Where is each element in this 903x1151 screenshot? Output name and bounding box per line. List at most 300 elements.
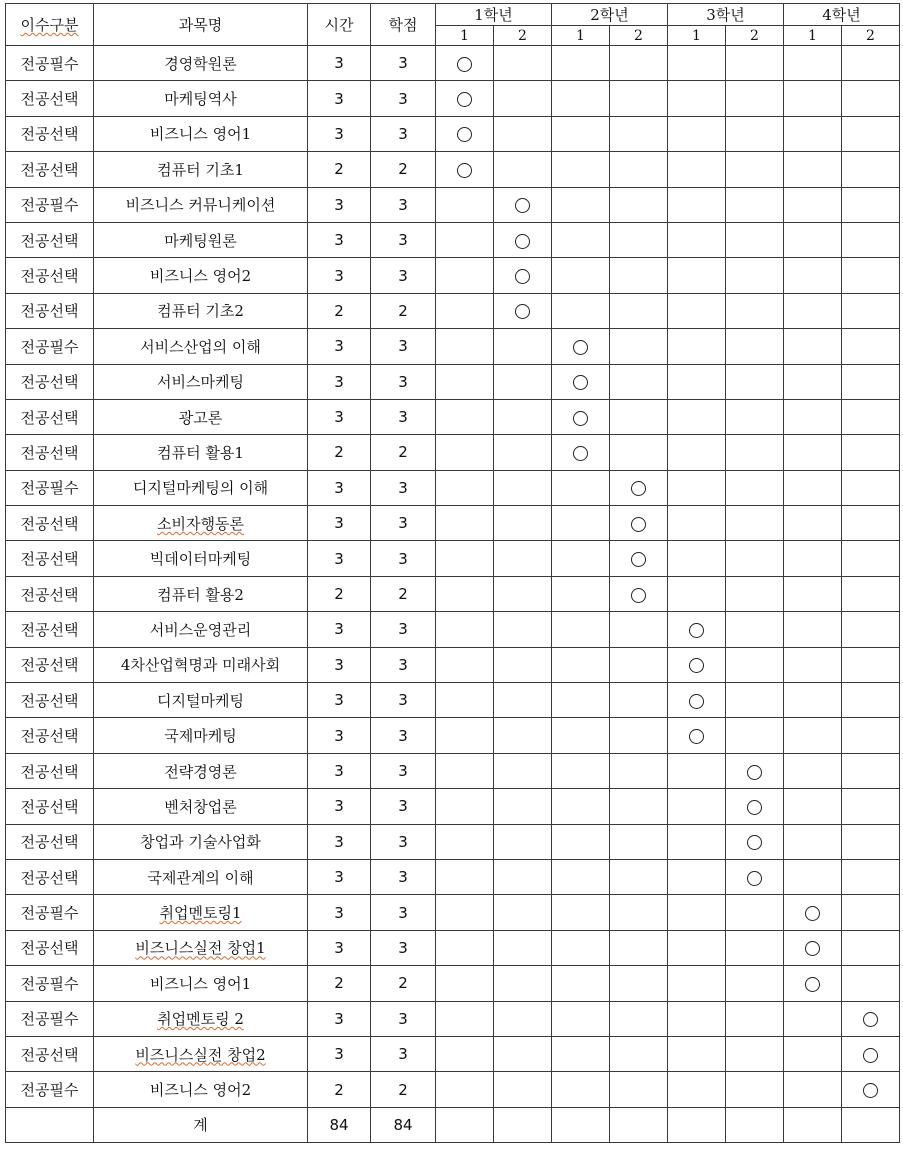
semester-cell: [610, 576, 668, 611]
category-cell: 전공선택: [6, 293, 94, 328]
semester-cell: [842, 718, 900, 753]
total-cell: [784, 1107, 842, 1142]
header-year-4: 4학년: [784, 4, 900, 26]
semester-cell: [494, 930, 552, 965]
header-semester: 2: [610, 26, 668, 46]
semester-cell: [668, 966, 726, 1001]
semester-cell: [494, 506, 552, 541]
semester-cell: [436, 152, 494, 187]
course-name-cell: 창업과 기술사업화: [94, 824, 308, 859]
total-cell: [610, 1107, 668, 1142]
table-row: [6, 399, 900, 434]
semester-cell: [784, 152, 842, 187]
category-cell: 전공선택: [6, 1036, 94, 1071]
credits-cell: 3: [371, 895, 436, 930]
semester-cell: [610, 647, 668, 682]
semester-cell: [668, 116, 726, 151]
total-cell: [436, 1107, 494, 1142]
semester-cell: [494, 576, 552, 611]
table-row: [6, 683, 900, 718]
semester-cell: [784, 612, 842, 647]
total-hours: 84: [308, 1107, 371, 1142]
semester-cell: [842, 824, 900, 859]
semester-cell: [842, 116, 900, 151]
header-year-1: 1학년: [436, 4, 552, 26]
semester-cell: [668, 612, 726, 647]
semester-cell: [726, 789, 784, 824]
circle-mark-icon: [805, 977, 820, 992]
circle-mark-icon: [457, 57, 472, 72]
semester-cell: [726, 683, 784, 718]
credits-cell: 2: [371, 1072, 436, 1107]
semester-cell: [436, 81, 494, 116]
table-row: [6, 612, 900, 647]
total-cell: [842, 1107, 900, 1142]
circle-mark-icon: [747, 765, 762, 780]
circle-mark-icon: [863, 1083, 878, 1098]
circle-mark-icon: [863, 1012, 878, 1027]
semester-cell: [552, 1001, 610, 1036]
semester-cell: [842, 1001, 900, 1036]
semester-cell: [668, 647, 726, 682]
semester-cell: [842, 46, 900, 81]
course-name-text: 취업멘토링1: [159, 904, 242, 923]
semester-cell: [842, 930, 900, 965]
semester-cell: [610, 1072, 668, 1107]
semester-cell: [494, 1036, 552, 1071]
course-name-cell: 비즈니스 커뮤니케이션: [94, 187, 308, 222]
circle-mark-icon: [457, 127, 472, 142]
semester-cell: [494, 789, 552, 824]
course-name-cell: [94, 1036, 308, 1071]
semester-cell: [668, 859, 726, 894]
semester-cell: [610, 612, 668, 647]
semester-cell: [784, 930, 842, 965]
semester-cell: [726, 81, 784, 116]
table-row: [6, 293, 900, 328]
circle-mark-icon: [631, 552, 646, 567]
credits-cell: 3: [371, 187, 436, 222]
course-name-cell: 빅데이터마케팅: [94, 541, 308, 576]
semester-cell: [494, 258, 552, 293]
credits-cell: 3: [371, 612, 436, 647]
semester-cell: [668, 152, 726, 187]
course-name-cell: 비즈니스 영어1: [94, 966, 308, 1001]
course-name-cell: 국제마케팅: [94, 718, 308, 753]
category-cell: 전공선택: [6, 789, 94, 824]
semester-cell: [494, 859, 552, 894]
semester-cell: [842, 222, 900, 257]
semester-cell: [552, 966, 610, 1001]
semester-cell: [552, 399, 610, 434]
hours-cell: 3: [308, 329, 371, 364]
semester-cell: [494, 293, 552, 328]
semester-cell: [784, 187, 842, 222]
course-name-cell: [94, 1001, 308, 1036]
header-semester: 2: [842, 26, 900, 46]
semester-cell: [842, 1036, 900, 1071]
header-semester: 1: [552, 26, 610, 46]
table-row: [6, 470, 900, 505]
category-cell: 전공선택: [6, 683, 94, 718]
credits-cell: 3: [371, 81, 436, 116]
semester-cell: [842, 364, 900, 399]
semester-cell: [436, 1036, 494, 1071]
semester-cell: [610, 930, 668, 965]
course-name-cell: [94, 506, 308, 541]
semester-cell: [726, 541, 784, 576]
course-name-cell: 벤처창업론: [94, 789, 308, 824]
course-name-text: 비즈니스실전 창업1: [135, 939, 266, 958]
semester-cell: [494, 399, 552, 434]
course-name-cell: 컴퓨터 활용1: [94, 435, 308, 470]
semester-cell: [668, 895, 726, 930]
circle-mark-icon: [747, 835, 762, 850]
hours-cell: 3: [308, 647, 371, 682]
hours-cell: 3: [308, 470, 371, 505]
hours-cell: 3: [308, 116, 371, 151]
semester-cell: [436, 258, 494, 293]
course-name-cell: 마케팅역사: [94, 81, 308, 116]
semester-cell: [610, 541, 668, 576]
semester-cell: [436, 329, 494, 364]
course-name-cell: 비즈니스 영어2: [94, 258, 308, 293]
semester-cell: [784, 222, 842, 257]
semester-cell: [552, 895, 610, 930]
semester-cell: [552, 576, 610, 611]
hours-cell: 3: [308, 187, 371, 222]
semester-cell: [610, 1001, 668, 1036]
course-rows: [6, 46, 900, 1108]
semester-cell: [784, 116, 842, 151]
hours-cell: 3: [308, 1036, 371, 1071]
semester-cell: [610, 435, 668, 470]
semester-cell: [494, 470, 552, 505]
semester-cell: [726, 1036, 784, 1071]
hours-cell: 3: [308, 683, 371, 718]
hours-cell: 2: [308, 293, 371, 328]
semester-cell: [436, 187, 494, 222]
hours-cell: 2: [308, 576, 371, 611]
header-semester: 2: [726, 26, 784, 46]
course-name-text: 취업멘토링 2: [157, 1010, 244, 1029]
credits-cell: 3: [371, 258, 436, 293]
semester-cell: [610, 1036, 668, 1071]
semester-cell: [552, 824, 610, 859]
hours-cell: 3: [308, 789, 371, 824]
table-row: [6, 753, 900, 788]
table-row: [6, 258, 900, 293]
semester-cell: [726, 506, 784, 541]
semester-cell: [668, 470, 726, 505]
semester-cell: [494, 1001, 552, 1036]
semester-cell: [552, 81, 610, 116]
credits-cell: 3: [371, 506, 436, 541]
semester-cell: [668, 576, 726, 611]
semester-cell: [610, 506, 668, 541]
circle-mark-icon: [631, 588, 646, 603]
semester-cell: [494, 187, 552, 222]
semester-cell: [552, 647, 610, 682]
semester-cell: [610, 789, 668, 824]
credits-cell: 2: [371, 435, 436, 470]
semester-cell: [436, 46, 494, 81]
category-cell: 전공선택: [6, 859, 94, 894]
semester-cell: [436, 647, 494, 682]
table-row: [6, 506, 900, 541]
table-row: [6, 435, 900, 470]
hours-cell: 3: [308, 753, 371, 788]
semester-cell: [726, 930, 784, 965]
semester-cell: [552, 116, 610, 151]
header-semester: 2: [494, 26, 552, 46]
course-name-cell: 컴퓨터 기초1: [94, 152, 308, 187]
credits-cell: 3: [371, 116, 436, 151]
credits-cell: 2: [371, 293, 436, 328]
credits-cell: 3: [371, 399, 436, 434]
semester-cell: [784, 364, 842, 399]
semester-cell: [784, 1072, 842, 1107]
total-cell: [726, 1107, 784, 1142]
semester-cell: [494, 1072, 552, 1107]
semester-cell: [784, 258, 842, 293]
table-row: [6, 576, 900, 611]
semester-cell: [436, 222, 494, 257]
course-name-text: 소비자행동론: [157, 514, 244, 533]
semester-cell: [726, 293, 784, 328]
semester-cell: [552, 187, 610, 222]
header-row-years: [6, 4, 900, 26]
semester-cell: [726, 1001, 784, 1036]
semester-cell: [552, 329, 610, 364]
semester-cell: [726, 966, 784, 1001]
category-cell: 전공필수: [6, 966, 94, 1001]
semester-cell: [784, 859, 842, 894]
hours-cell: 3: [308, 930, 371, 965]
total-empty: [6, 1107, 94, 1142]
table-row: [6, 966, 900, 1001]
semester-cell: [726, 576, 784, 611]
semester-cell: [494, 46, 552, 81]
semester-cell: [842, 647, 900, 682]
credits-cell: 3: [371, 46, 436, 81]
semester-cell: [726, 46, 784, 81]
semester-cell: [842, 966, 900, 1001]
table-row: [6, 1072, 900, 1107]
semester-cell: [784, 966, 842, 1001]
credits-cell: 3: [371, 222, 436, 257]
hours-cell: 2: [308, 152, 371, 187]
semester-cell: [610, 683, 668, 718]
table-row: [6, 1036, 900, 1071]
hours-cell: 2: [308, 966, 371, 1001]
hours-cell: 3: [308, 859, 371, 894]
credits-cell: 3: [371, 1001, 436, 1036]
semester-cell: [494, 364, 552, 399]
semester-cell: [726, 824, 784, 859]
circle-mark-icon: [515, 304, 530, 319]
semester-cell: [842, 789, 900, 824]
hours-cell: 3: [308, 612, 371, 647]
semester-cell: [784, 824, 842, 859]
semester-cell: [784, 1036, 842, 1071]
semester-cell: [552, 718, 610, 753]
semester-cell: [842, 152, 900, 187]
semester-cell: [726, 1072, 784, 1107]
semester-cell: [494, 222, 552, 257]
semester-cell: [436, 293, 494, 328]
category-cell: 전공필수: [6, 1001, 94, 1036]
category-cell: 전공선택: [6, 506, 94, 541]
semester-cell: [842, 895, 900, 930]
semester-cell: [436, 895, 494, 930]
semester-cell: [436, 859, 494, 894]
course-name-cell: 국제관계의 이해: [94, 859, 308, 894]
semester-cell: [726, 435, 784, 470]
semester-cell: [726, 399, 784, 434]
category-cell: 전공선택: [6, 576, 94, 611]
circle-mark-icon: [631, 517, 646, 532]
semester-cell: [842, 470, 900, 505]
hours-cell: 3: [308, 506, 371, 541]
semester-cell: [610, 399, 668, 434]
semester-cell: [726, 364, 784, 399]
semester-cell: [610, 824, 668, 859]
semester-cell: [552, 930, 610, 965]
header-year-3: 3학년: [668, 4, 784, 26]
semester-cell: [668, 1036, 726, 1071]
header-credits: 학점: [371, 4, 436, 46]
hours-cell: 3: [308, 258, 371, 293]
course-name-cell: 서비스산업의 이해: [94, 329, 308, 364]
semester-cell: [784, 683, 842, 718]
semester-cell: [552, 470, 610, 505]
semester-cell: [610, 81, 668, 116]
semester-cell: [784, 81, 842, 116]
semester-cell: [494, 81, 552, 116]
course-name-cell: 서비스운영관리: [94, 612, 308, 647]
hours-cell: 3: [308, 718, 371, 753]
circle-mark-icon: [747, 800, 762, 815]
course-name-cell: 서비스마케팅: [94, 364, 308, 399]
semester-cell: [784, 399, 842, 434]
category-cell: 전공필수: [6, 1072, 94, 1107]
hours-cell: 3: [308, 541, 371, 576]
semester-cell: [842, 541, 900, 576]
credits-cell: 3: [371, 824, 436, 859]
course-name-cell: 마케팅원론: [94, 222, 308, 257]
hours-cell: 3: [308, 81, 371, 116]
semester-cell: [842, 81, 900, 116]
circle-mark-icon: [457, 163, 472, 178]
circle-mark-icon: [515, 269, 530, 284]
semester-cell: [552, 683, 610, 718]
course-name-cell: 전략경영론: [94, 753, 308, 788]
semester-cell: [552, 46, 610, 81]
course-name-cell: [94, 930, 308, 965]
semester-cell: [668, 258, 726, 293]
header-hours: 시간: [308, 4, 371, 46]
course-name-cell: 디지털마케팅의 이해: [94, 470, 308, 505]
semester-cell: [668, 506, 726, 541]
semester-cell: [610, 222, 668, 257]
semester-cell: [552, 222, 610, 257]
total-label: 계: [94, 1107, 308, 1142]
hours-cell: 3: [308, 824, 371, 859]
semester-cell: [784, 895, 842, 930]
category-cell: 전공필수: [6, 46, 94, 81]
circle-mark-icon: [573, 411, 588, 426]
table-row: [6, 329, 900, 364]
table-row: [6, 895, 900, 930]
semester-cell: [842, 859, 900, 894]
credits-cell: 3: [371, 1036, 436, 1071]
semester-cell: [668, 187, 726, 222]
semester-cell: [552, 506, 610, 541]
semester-cell: [668, 222, 726, 257]
semester-cell: [436, 1072, 494, 1107]
course-name-cell: 비즈니스 영어2: [94, 1072, 308, 1107]
category-cell: 전공선택: [6, 647, 94, 682]
semester-cell: [494, 647, 552, 682]
circle-mark-icon: [631, 481, 646, 496]
course-name-cell: 4차산업혁명과 미래사회: [94, 647, 308, 682]
semester-cell: [552, 612, 610, 647]
circle-mark-icon: [689, 729, 704, 744]
table-row: [6, 647, 900, 682]
circle-mark-icon: [805, 906, 820, 921]
semester-cell: [784, 789, 842, 824]
semester-cell: [436, 1001, 494, 1036]
semester-cell: [494, 718, 552, 753]
semester-cell: [842, 435, 900, 470]
circle-mark-icon: [805, 941, 820, 956]
semester-cell: [842, 1072, 900, 1107]
semester-cell: [668, 364, 726, 399]
header-course: 과목명: [94, 4, 308, 46]
total-cell: [552, 1107, 610, 1142]
semester-cell: [842, 293, 900, 328]
semester-cell: [784, 753, 842, 788]
circle-mark-icon: [689, 623, 704, 638]
category-cell: 전공선택: [6, 930, 94, 965]
hours-cell: 3: [308, 1001, 371, 1036]
semester-cell: [668, 718, 726, 753]
semester-cell: [610, 46, 668, 81]
semester-cell: [494, 329, 552, 364]
course-name-cell: 컴퓨터 기초2: [94, 293, 308, 328]
table-row: [6, 46, 900, 81]
semester-cell: [552, 1072, 610, 1107]
hours-cell: 3: [308, 222, 371, 257]
semester-cell: [436, 576, 494, 611]
semester-cell: [784, 435, 842, 470]
semester-cell: [668, 329, 726, 364]
semester-cell: [726, 718, 784, 753]
table-row: [6, 116, 900, 151]
course-name-cell: 광고론: [94, 399, 308, 434]
table-row: [6, 859, 900, 894]
semester-cell: [726, 470, 784, 505]
table-row: [6, 824, 900, 859]
semester-cell: [842, 258, 900, 293]
category-cell: 전공선택: [6, 612, 94, 647]
semester-cell: [842, 576, 900, 611]
table-row: [6, 222, 900, 257]
semester-cell: [668, 435, 726, 470]
header-category: 이수구분: [6, 4, 94, 46]
semester-cell: [436, 824, 494, 859]
